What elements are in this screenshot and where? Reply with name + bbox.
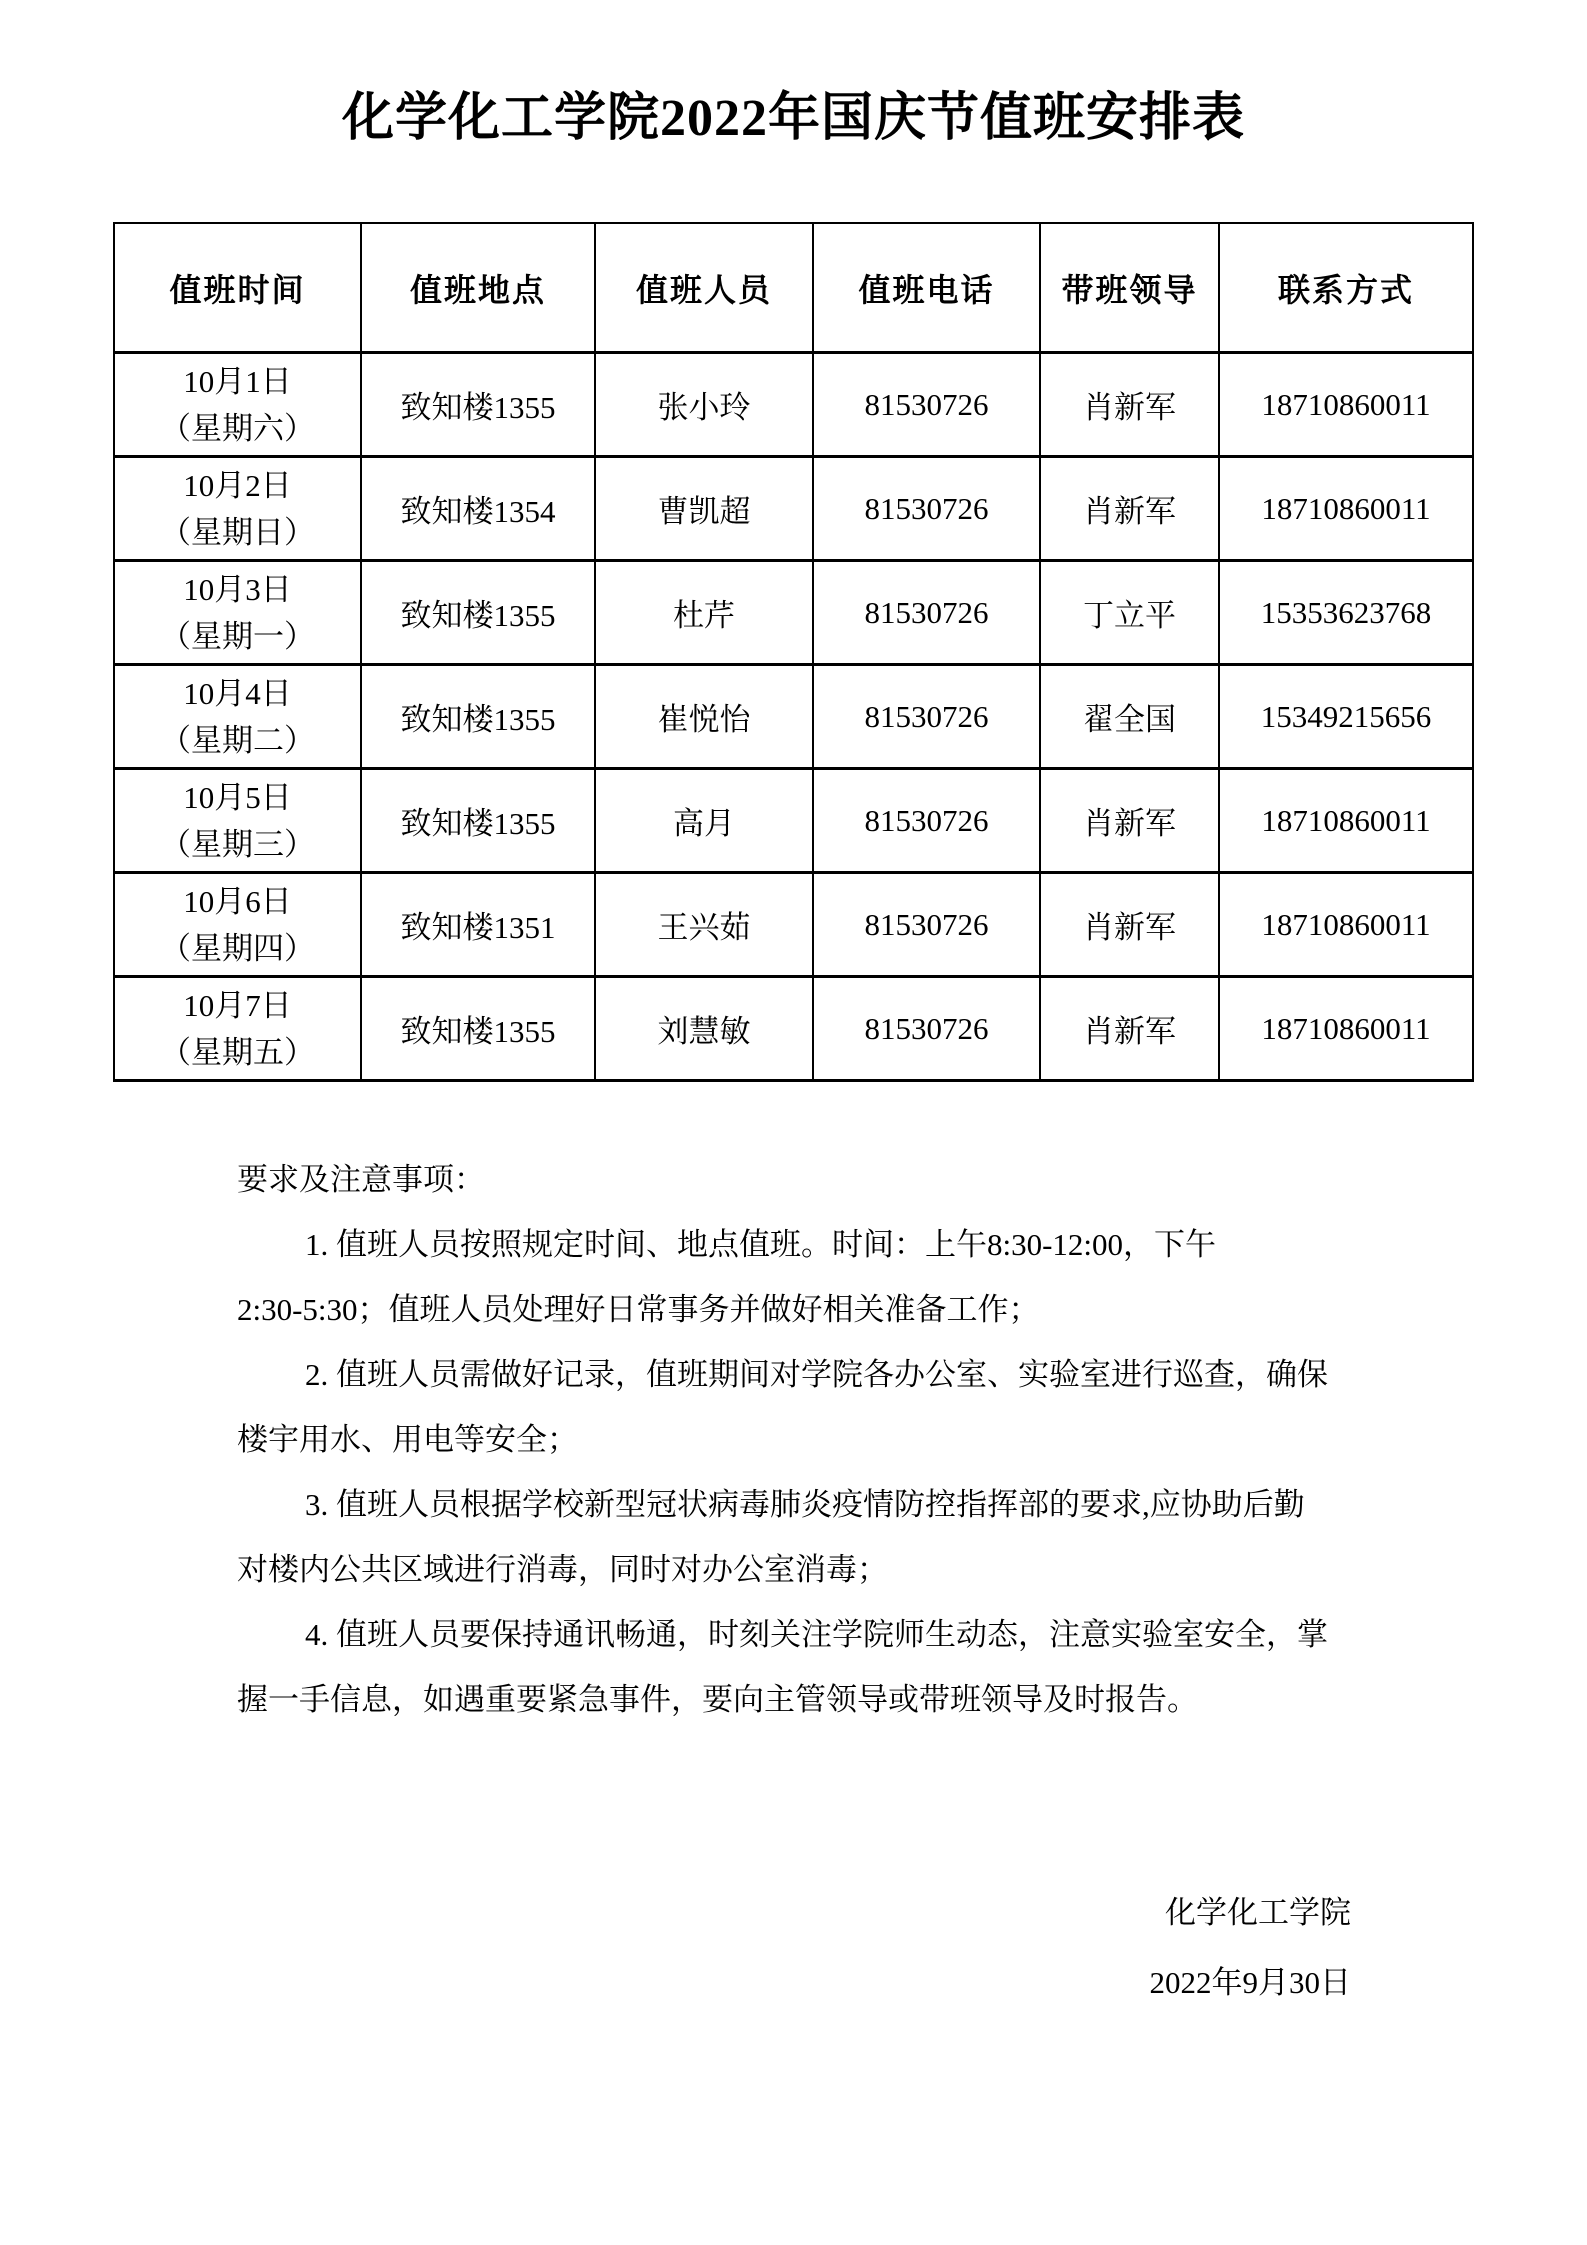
duty-weekday: （星期五） (160, 1034, 315, 1070)
duty-phone-cell: 81530726 (813, 665, 1040, 769)
notes-section (237, 1147, 1452, 1732)
duty-location-cell: 致知楼1351 (361, 873, 595, 977)
table-row (114, 769, 1473, 873)
leader-contact-cell: 15353623768 (1219, 561, 1473, 665)
duty-weekday: （星期一） (160, 618, 315, 654)
duty-phone-cell: 81530726 (813, 873, 1040, 977)
duty-leader-cell: 丁立平 (1040, 561, 1219, 665)
table-row (114, 977, 1473, 1081)
duty-leader-cell: 肖新军 (1040, 353, 1219, 457)
duty-date-cell (114, 977, 361, 1081)
duty-date: 10月3日 (183, 571, 292, 607)
duty-date: 10月2日 (183, 467, 292, 503)
duty-location-cell: 致知楼1355 (361, 353, 595, 457)
duty-person-cell: 高月 (595, 769, 813, 873)
duty-phone-cell: 81530726 (813, 457, 1040, 561)
duty-date: 10月1日 (183, 363, 292, 399)
notes-heading: 要求及注意事项： (237, 1162, 485, 1197)
table-header-row (114, 223, 1473, 353)
table-row (114, 665, 1473, 769)
document-title: 化学化工学院2022年国庆节值班安排表 (341, 90, 1245, 147)
duty-weekday: （星期四） (160, 930, 315, 966)
signature-org: 化学化工学院 (1165, 1895, 1351, 1930)
leader-contact-cell: 18710860011 (1219, 353, 1473, 457)
table-row (114, 873, 1473, 977)
note-line: 楼宇用水、用电等安全； (237, 1422, 578, 1457)
table-row (114, 353, 1473, 457)
duty-person-cell: 曹凯超 (595, 457, 813, 561)
duty-date: 10月6日 (183, 883, 292, 919)
duty-location-cell: 致知楼1354 (361, 457, 595, 561)
note-line: 对楼内公共区域进行消毒，同时对办公室消毒； (237, 1552, 888, 1587)
duty-schedule-table (113, 222, 1474, 1082)
duty-phone-cell: 81530726 (813, 353, 1040, 457)
duty-leader-cell: 肖新军 (1040, 769, 1219, 873)
signature-block (1150, 1878, 1352, 2018)
duty-leader-cell: 肖新军 (1040, 873, 1219, 977)
duty-person-cell: 刘慧敏 (595, 977, 813, 1081)
note-line: 2. 值班人员需做好记录，值班期间对学院各办公室、实验室进行巡查，确保 (305, 1357, 1328, 1392)
column-header: 联系方式 (1219, 223, 1473, 353)
duty-leader-cell: 翟全国 (1040, 665, 1219, 769)
duty-date-cell (114, 769, 361, 873)
column-header: 值班人员 (595, 223, 813, 353)
duty-date: 10月4日 (183, 675, 292, 711)
duty-weekday: （星期二） (160, 722, 315, 758)
duty-location-cell: 致知楼1355 (361, 665, 595, 769)
leader-contact-cell: 18710860011 (1219, 873, 1473, 977)
duty-date: 10月5日 (183, 779, 292, 815)
signature-date: 2022年9月30日 (1149, 1965, 1351, 2000)
duty-weekday: （星期日） (160, 514, 315, 550)
duty-phone-cell: 81530726 (813, 769, 1040, 873)
column-header: 值班时间 (114, 223, 361, 353)
note-line: 1. 值班人员按照规定时间、地点值班。时间：上午8:30-12:00，下午 (305, 1227, 1217, 1262)
leader-contact-cell: 18710860011 (1219, 457, 1473, 561)
duty-weekday: （星期六） (160, 410, 315, 446)
duty-location-cell: 致知楼1355 (361, 561, 595, 665)
duty-date-cell (114, 561, 361, 665)
leader-contact-cell: 15349215656 (1219, 665, 1473, 769)
note-line: 2:30-5:30；值班人员处理好日常事务并做好相关准备工作； (237, 1292, 1040, 1327)
duty-weekday: （星期三） (160, 826, 315, 862)
duty-person-cell: 王兴茹 (595, 873, 813, 977)
duty-person-cell: 崔悦怡 (595, 665, 813, 769)
note-line: 3. 值班人员根据学校新型冠状病毒肺炎疫情防控指挥部的要求,应协助后勤 (305, 1487, 1305, 1522)
duty-person-cell: 张小玲 (595, 353, 813, 457)
duty-location-cell: 致知楼1355 (361, 977, 595, 1081)
duty-location-cell: 致知楼1355 (361, 769, 595, 873)
duty-date-cell (114, 873, 361, 977)
duty-phone-cell: 81530726 (813, 977, 1040, 1081)
duty-date: 10月7日 (183, 987, 292, 1023)
leader-contact-cell: 18710860011 (1219, 769, 1473, 873)
leader-contact-cell: 18710860011 (1219, 977, 1473, 1081)
duty-date-cell (114, 353, 361, 457)
duty-leader-cell: 肖新军 (1040, 977, 1219, 1081)
table-row (114, 561, 1473, 665)
table-row (114, 457, 1473, 561)
note-line: 4. 值班人员要保持通讯畅通，时刻关注学院师生动态，注意实验室安全，掌 (305, 1617, 1328, 1652)
duty-leader-cell: 肖新军 (1040, 457, 1219, 561)
note-line: 握一手信息，如遇重要紧急事件，要向主管领导或带班领导及时报告。 (237, 1682, 1198, 1717)
column-header: 值班电话 (813, 223, 1040, 353)
column-header: 值班地点 (361, 223, 595, 353)
duty-date-cell (114, 665, 361, 769)
duty-date-cell (114, 457, 361, 561)
duty-person-cell: 杜芹 (595, 561, 813, 665)
duty-phone-cell: 81530726 (813, 561, 1040, 665)
column-header: 带班领导 (1040, 223, 1219, 353)
